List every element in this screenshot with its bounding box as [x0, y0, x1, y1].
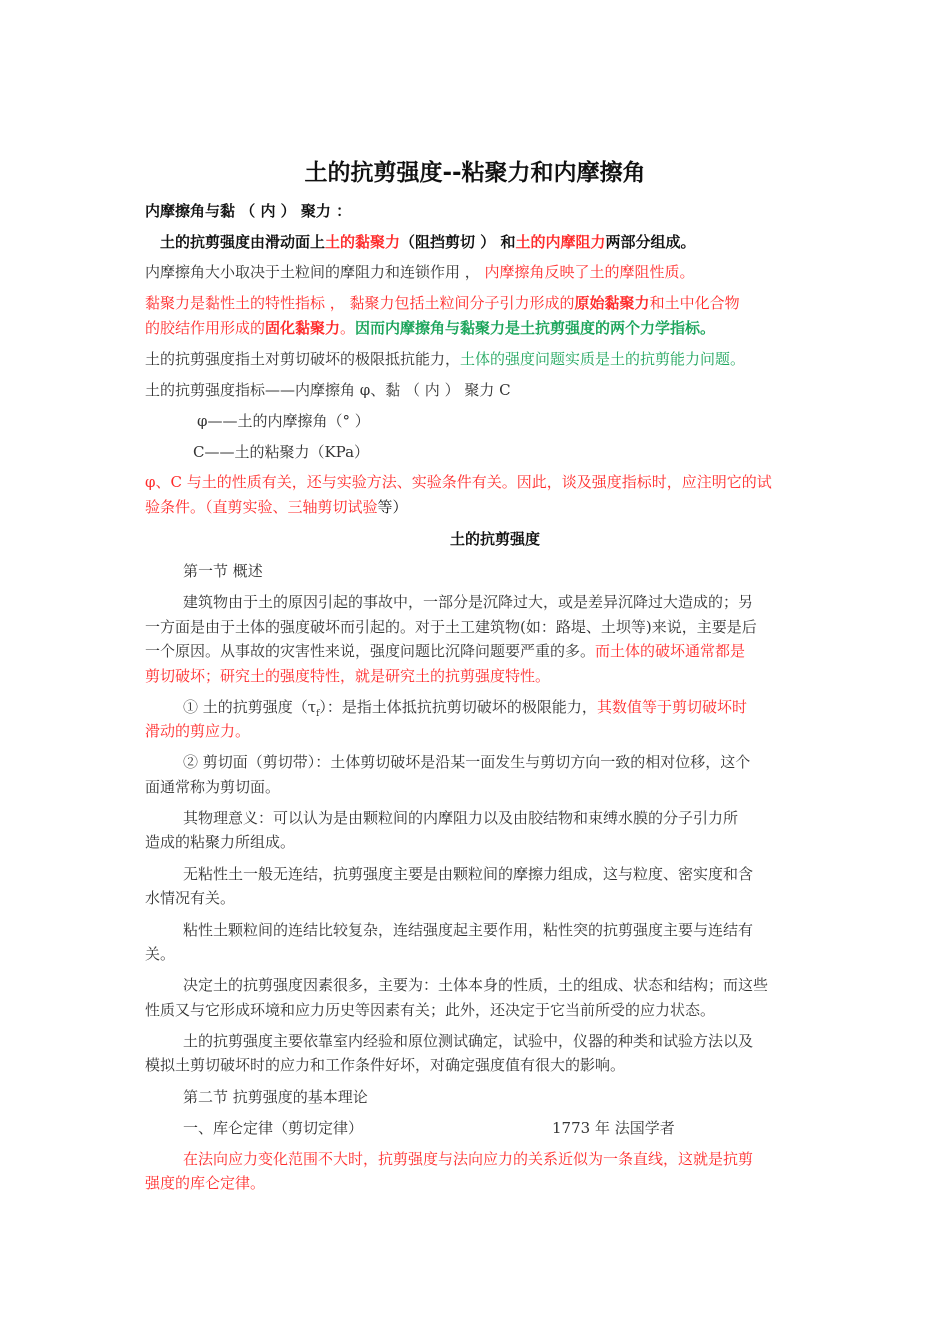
s1-definition-1-line-2: 滑动的剪应力。	[145, 722, 251, 740]
section-2-title: 第二节 抗剪强度的基本理论	[183, 1088, 368, 1106]
s1-paragraph-6-line-2: 模拟土剪切破坏时的应力和工作条件好坏，对确定强度值有很大的影响。	[145, 1056, 626, 1074]
text-run: （阻挡剪切 ）	[400, 233, 496, 251]
text-run: 土的抗剪强度指土对剪切破坏的极限抵抗能力，	[145, 350, 461, 368]
text-run-highlight: 内摩擦角反映了土的摩阻性质。	[484, 263, 695, 281]
text-run: 一个原因。从事故的灾害性来说，强度问题比沉降问题要严重的多。	[145, 642, 596, 660]
intro-paragraph-8-line-1: φ、C 与土的性质有关，还与实验方法、实验条件有关。因此，谈及强度指标时，应注明它的试	[145, 473, 772, 491]
s2-item-1-note: 1773 年 法国学者	[552, 1119, 675, 1137]
text-run-highlight: 土的内摩阻力	[515, 233, 606, 251]
section-heading: 土的抗剪强度	[449, 530, 540, 548]
text-run: 两部分组成。	[605, 233, 696, 251]
text-run-green: 因而内摩擦角与黏聚力是土抗剪强度的两个力学指标。	[355, 319, 716, 337]
text-run-bold: 原始黏聚力	[574, 294, 650, 312]
s1-paragraph-5-line-2: 性质又与它形成环境和应力历史等因素有关；此外，还决定于它当前所受的应力状态。	[145, 1001, 716, 1019]
text-run-green: 土体的强度问题实质是土的抗剪能力问题。	[460, 350, 746, 368]
intro-c-definition: C——土的粘聚力（KPa）	[193, 443, 370, 461]
intro-paragraph-1	[160, 232, 696, 252]
intro-paragraph-8-line-2	[145, 497, 408, 517]
s1-paragraph-4-line-2: 关。	[145, 945, 176, 963]
intro-phi-definition: φ——土的内摩擦角（° ）	[197, 412, 370, 430]
intro-paragraph-2	[145, 262, 695, 282]
text-run: ① 土的抗剪强度（τ	[183, 698, 317, 716]
s1-paragraph-3-line-2: 水情况有关。	[145, 889, 236, 907]
text-run-highlight: 其数值等于剪切破坏时	[596, 698, 747, 716]
intro-paragraph-5: 土的抗剪强度指标——内摩擦角 φ、黏 （ 内 ） 聚力 C	[145, 381, 511, 399]
text-run: 直剪实验、三轴剪切试验	[212, 498, 378, 516]
s1-definition-2-line-2: 面通常称为剪切面。	[145, 778, 281, 796]
s1-definition-2-line-1: ② 剪切面（剪切带）：土体剪切破坏是沿某一面发生与剪切方向一致的相对位移，这个	[183, 753, 751, 771]
intro-paragraph-3-line-2	[145, 318, 715, 338]
s1-paragraph-1-line-2: 一方面是由于土体的强度破坏而引起的。对于土工建筑物(如：路堤、土坝等)来说，主要是后	[145, 618, 757, 636]
s1-paragraph-2-line-1: 其物理意义：可以认为是由颗粒间的内摩阻力以及由胶结物和束缚水膜的分子引力所	[183, 809, 739, 827]
intro-paragraph-4	[145, 349, 745, 369]
text-run: 等）	[377, 498, 408, 516]
s1-paragraph-2-line-2: 造成的粘聚力所组成。	[145, 833, 296, 851]
s2-item-1: 一、库仑定律（剪切定律）	[183, 1119, 364, 1137]
s1-paragraph-1-line-3	[145, 641, 745, 661]
text-run: 的胶结作用形成的	[145, 319, 266, 337]
text-run: 和土中化合物	[649, 294, 740, 312]
page-title: 土的抗剪强度--粘聚力和内摩擦角	[304, 160, 646, 186]
s1-definition-1-line-1	[183, 697, 747, 724]
s1-paragraph-1-line-1: 建筑物由于土的原因引起的事故中，一部分是沉降过大，或是差异沉降过大造成的；另	[183, 593, 754, 611]
text-run: 内摩擦角大小取决于土粒间的摩阻力和连锁作用 ，	[145, 263, 485, 281]
subscript: f	[316, 709, 320, 719]
text-run-bold: 固化黏聚力	[265, 319, 341, 337]
intro-paragraph-3-line-1	[145, 293, 740, 313]
text-run: 和	[495, 233, 516, 251]
text-run: ）：是指土体抵抗抗剪切破坏的极限能力，	[319, 698, 597, 716]
text-run: 。	[340, 319, 356, 337]
s1-paragraph-1-line-4: 剪切破坏；研究土的强度特性，就是研究土的抗剪强度特性。	[145, 667, 551, 685]
s1-paragraph-3-line-1: 无粘性土一般无连结，抗剪强度主要是由颗粒间的摩擦力组成，这与粒度、密实度和含	[183, 865, 754, 883]
text-run-highlight: 而土体的破坏通常都是	[595, 642, 746, 660]
text-run: 土的抗剪强度由滑动面上	[160, 233, 326, 251]
text-run: 黏聚力是黏性土的特性指标 ， 黏聚力包括土粒间分子引力形成的	[145, 294, 575, 312]
text-run: 验条件。（	[145, 498, 213, 516]
s1-paragraph-5-line-1: 决定土的抗剪强度因素很多，主要为：土体本身的性质，土的组成、状态和结构；而这些	[183, 976, 769, 994]
s2-paragraph-1-line-1: 在法向应力变化范围不大时，抗剪强度与法向应力的关系近似为一条直线，这就是抗剪	[183, 1150, 754, 1168]
s1-paragraph-6-line-1: 土的抗剪强度主要依靠室内经验和原位测试确定，试验中，仪器的种类和试验方法以及	[183, 1032, 754, 1050]
section-1-title: 第一节 概述	[183, 562, 263, 580]
s2-paragraph-1-line-2: 强度的库仑定律。	[145, 1174, 266, 1192]
intro-heading: 内摩擦角与黏 （ 内 ） 聚力 ：	[145, 202, 352, 220]
text-run-highlight: 土的黏聚力	[325, 233, 401, 251]
s1-paragraph-4-line-1: 粘性土颗粒间的连结比较复杂，连结强度起主要作用，粘性突的抗剪强度主要与连结有	[183, 921, 754, 939]
